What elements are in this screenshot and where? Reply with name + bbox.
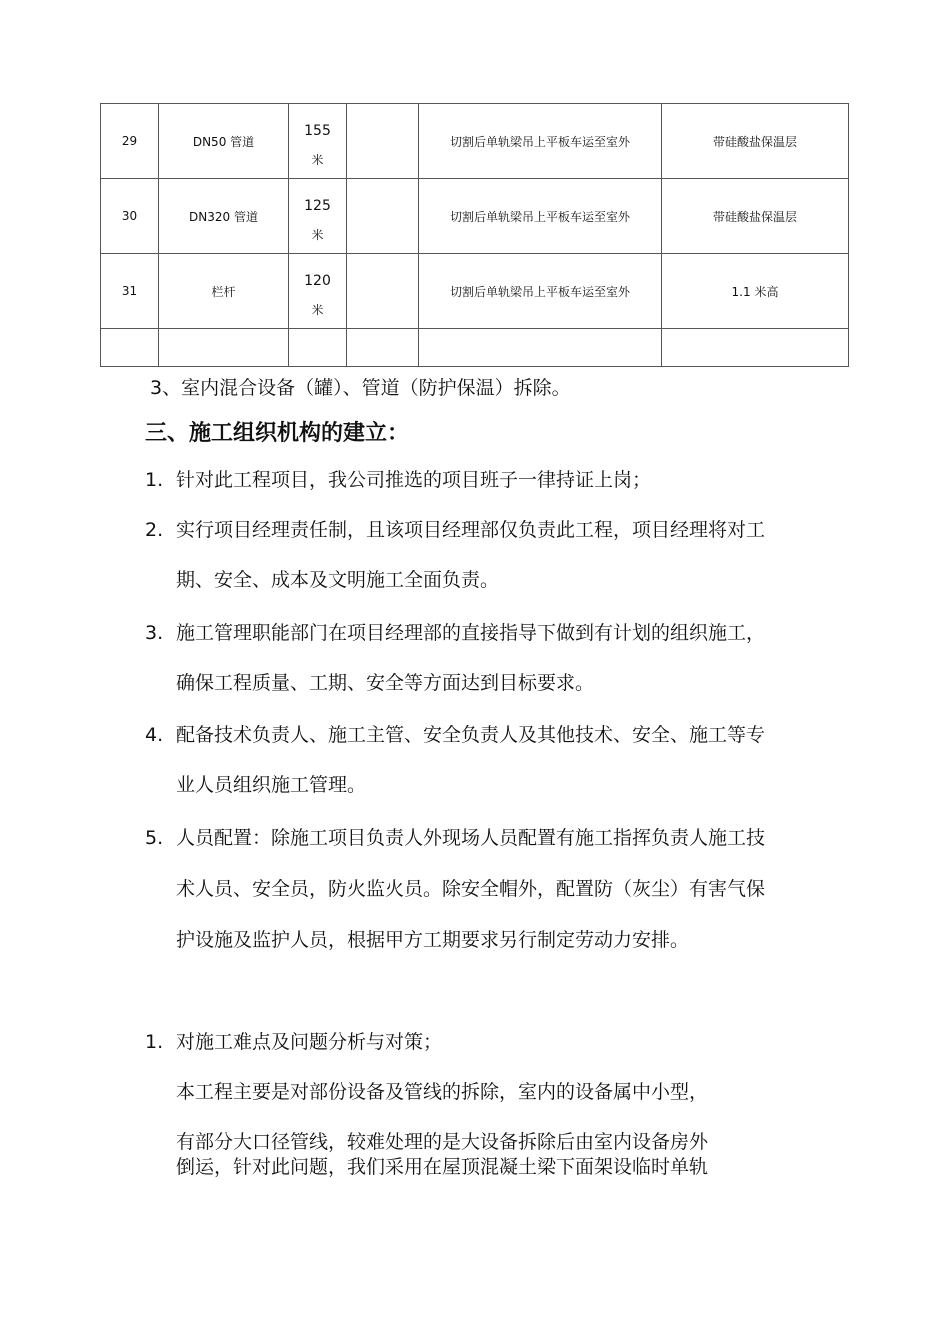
list-item-line: 护设施及监护人员，根据甲方工期要求另行制定劳动力安排。 xyxy=(176,929,690,951)
length-value: 120 xyxy=(304,273,331,289)
list-marker: 5. xyxy=(145,827,164,849)
length-unit: 米 xyxy=(311,153,324,167)
table-row xyxy=(101,179,849,254)
paragraph-line: 倒运，针对此问题，我们采用在屋顶混凝土梁下面架设临时单轨 xyxy=(176,1156,709,1178)
subsection-title: 对施工难点及问题分析与对策； xyxy=(176,1031,443,1053)
removal-method: 切割后单轨梁吊上平板车运至室外 xyxy=(419,104,662,179)
length-cell xyxy=(289,254,347,329)
table-row-empty xyxy=(101,329,849,367)
list-item-line: 针对此工程项目，我公司推选的项目班子一律持证上岗； xyxy=(176,469,652,491)
length-unit: 米 xyxy=(311,228,324,242)
quantity-cell xyxy=(347,179,419,254)
row-number: 31 xyxy=(101,254,159,329)
list-item-line: 实行项目经理责任制，且该项目经理部仅负责此工程，项目经理将对工 xyxy=(176,519,766,541)
list-item-line: 业人员组织施工管理。 xyxy=(176,774,367,796)
item-3-text: 3、室内混合设备（罐）、管道（防护保温）拆除。 xyxy=(150,377,571,399)
table-row xyxy=(101,254,849,329)
list-item-line: 施工管理职能部门在项目经理部的直接指导下做到有计划的组织施工， xyxy=(176,622,766,644)
empty-cell xyxy=(289,329,347,367)
length-unit: 米 xyxy=(311,303,324,317)
item-name: 栏杆 xyxy=(159,254,289,329)
remark: 带硅酸盐保温层 xyxy=(662,104,849,179)
length-value: 155 xyxy=(304,123,331,139)
list-item-line: 配备技术负责人、施工主管、安全负责人及其他技术、安全、施工等专 xyxy=(176,724,766,746)
list-marker: 4. xyxy=(145,724,164,746)
quantity-cell xyxy=(347,254,419,329)
empty-cell xyxy=(159,329,289,367)
list-item-line: 期、安全、成本及文明施工全面负责。 xyxy=(176,569,500,591)
length-cell xyxy=(289,179,347,254)
list-marker: 1. xyxy=(145,469,164,491)
empty-cell xyxy=(662,329,849,367)
remark: 1.1 米高 xyxy=(662,254,849,329)
empty-cell xyxy=(419,329,662,367)
paragraph-line: 本工程主要是对部份设备及管线的拆除，室内的设备属中小型， xyxy=(176,1081,709,1103)
removal-method: 切割后单轨梁吊上平板车运至室外 xyxy=(419,254,662,329)
quantity-cell xyxy=(347,104,419,179)
removal-method: 切割后单轨梁吊上平板车运至室外 xyxy=(419,179,662,254)
list-item-line: 确保工程质量、工期、安全等方面达到目标要求。 xyxy=(176,672,595,694)
table-row xyxy=(101,104,849,179)
length-cell xyxy=(289,104,347,179)
list-marker: 2. xyxy=(145,519,164,541)
equipment-table xyxy=(100,103,849,367)
row-number: 29 xyxy=(101,104,159,179)
item-name: DN50 管道 xyxy=(159,104,289,179)
item-name: DN320 管道 xyxy=(159,179,289,254)
row-number: 30 xyxy=(101,179,159,254)
empty-cell xyxy=(101,329,159,367)
list-item-line: 术人员、安全员，防火监火员。除安全帽外，配置防（灰尘）有害气保 xyxy=(176,878,766,900)
remark: 带硅酸盐保温层 xyxy=(662,179,849,254)
paragraph-line: 有部分大口径管线，较难处理的是大设备拆除后由室内设备房外 xyxy=(176,1131,709,1153)
list-marker: 3. xyxy=(145,622,164,644)
list-item-line: 人员配置：除施工项目负责人外现场人员配置有施工指挥负责人施工技 xyxy=(176,827,766,849)
section-title: 三、施工组织机构的建立： xyxy=(145,421,410,446)
length-value: 125 xyxy=(304,198,331,214)
empty-cell xyxy=(347,329,419,367)
list-marker: 1. xyxy=(145,1031,164,1053)
